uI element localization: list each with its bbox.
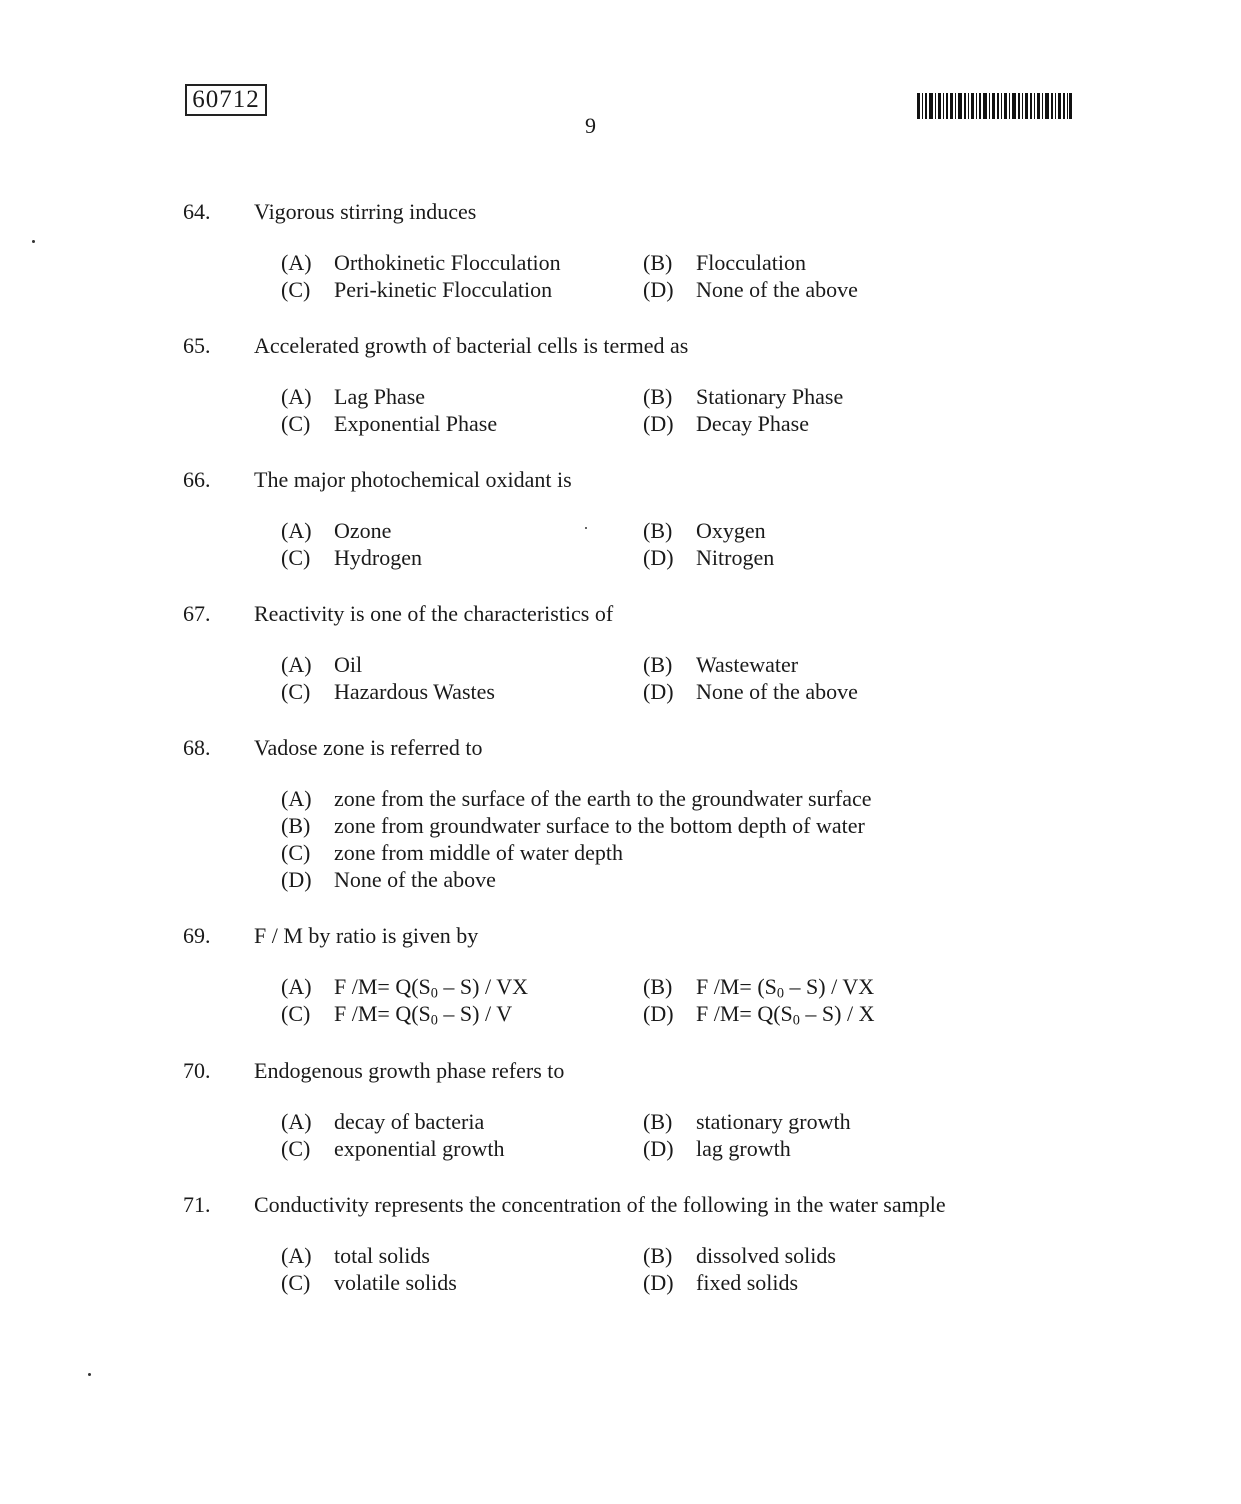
formula-part: F /M= Q(S	[696, 1001, 793, 1026]
formula-part: F /M= (S	[696, 974, 777, 999]
question-text: Accelerated growth of bacterial cells is termed as	[254, 333, 689, 358]
scan-speck	[88, 1373, 91, 1376]
option-label: (D)	[643, 1270, 674, 1295]
question-number: 68.	[183, 735, 211, 760]
question-text: Conductivity represents the concentration of the following in the water sample	[254, 1192, 946, 1217]
option-label: (D)	[643, 545, 674, 570]
option-label: (C)	[281, 1136, 311, 1161]
option-text: zone from middle of water depth	[334, 840, 623, 865]
option-text: stationary growth	[696, 1109, 851, 1134]
option-text: Exponential Phase	[334, 411, 498, 436]
option-text: Oxygen	[696, 518, 766, 543]
option-text: fixed solids	[696, 1270, 799, 1295]
scan-speck	[32, 240, 35, 243]
option-text: Wastewater	[696, 652, 799, 677]
option-formula	[334, 1001, 512, 1030]
formula-part: – S) / VX	[784, 974, 875, 999]
option-text: Lag Phase	[334, 384, 426, 409]
question-number: 69.	[183, 923, 211, 948]
question-number: 70.	[183, 1058, 211, 1083]
formula-subscript: 0	[792, 1012, 800, 1029]
scan-speck	[585, 527, 587, 529]
option-text: lag growth	[696, 1136, 791, 1161]
option-label: (C)	[281, 679, 311, 704]
option-text: None of the above	[696, 679, 858, 704]
option-label: (D)	[643, 277, 674, 302]
option-label: (C)	[281, 277, 311, 302]
option-label: (D)	[643, 1001, 674, 1026]
option-text: Hazardous Wastes	[334, 679, 495, 704]
formula-part: – S) / VX	[437, 974, 528, 999]
option-label: (A)	[281, 974, 312, 999]
option-label: (B)	[643, 1243, 673, 1268]
option-label: (C)	[281, 840, 311, 865]
paper-code-box: 60712	[185, 84, 267, 116]
question-number: 71.	[183, 1192, 211, 1217]
option-text: zone from groundwater surface to the bottom depth of water	[334, 813, 865, 838]
question-text: F / M by ratio is given by	[254, 923, 479, 948]
option-label: (D)	[643, 679, 674, 704]
option-label: (B)	[281, 813, 311, 838]
option-text: Flocculation	[696, 250, 806, 275]
barcode-icon	[917, 93, 1072, 119]
option-text: Oil	[334, 652, 363, 677]
option-label: (B)	[643, 974, 673, 999]
formula-subscript: 0	[776, 985, 785, 1002]
page-number: 9	[585, 113, 596, 138]
option-label: (A)	[281, 1243, 312, 1268]
option-text: zone from the surface of the earth to the groundwater surface	[334, 786, 872, 811]
option-text: None of the above	[334, 867, 496, 892]
formula-part: F /M= Q(S	[334, 974, 431, 999]
option-text: Hydrogen	[334, 545, 422, 570]
option-label: (C)	[281, 411, 311, 436]
option-label: (B)	[643, 518, 673, 543]
option-label: (A)	[281, 786, 312, 811]
option-formula	[334, 974, 528, 1003]
option-text: Peri-kinetic Flocculation	[334, 277, 553, 302]
question-number: 67.	[183, 601, 211, 626]
option-label: (A)	[281, 652, 312, 677]
option-label: (D)	[643, 1136, 674, 1161]
option-label: (A)	[281, 518, 312, 543]
option-label: (B)	[643, 652, 673, 677]
option-text: volatile solids	[334, 1270, 457, 1295]
option-text: exponential growth	[334, 1136, 505, 1161]
question-text: Vadose zone is referred to	[254, 735, 483, 760]
option-text: Decay Phase	[696, 411, 810, 436]
option-label: (C)	[281, 1001, 311, 1026]
option-label: (C)	[281, 1270, 311, 1295]
formula-part: F /M= Q(S	[334, 1001, 431, 1026]
option-text: Ozone	[334, 518, 392, 543]
option-text: None of the above	[696, 277, 858, 302]
formula-part: – S) / V	[437, 1001, 513, 1026]
option-text: total solids	[334, 1243, 430, 1268]
formula-part: – S) / X	[799, 1001, 875, 1026]
question-text: Endogenous growth phase refers to	[254, 1058, 565, 1083]
option-formula	[696, 974, 874, 1003]
option-formula	[696, 1001, 874, 1030]
question-number: 64.	[183, 199, 211, 224]
option-label: (D)	[281, 867, 312, 892]
option-label: (C)	[281, 545, 311, 570]
option-label: (B)	[643, 1109, 673, 1134]
option-label: (A)	[281, 384, 312, 409]
option-label: (B)	[643, 384, 673, 409]
question-text: Reactivity is one of the characteristics of	[254, 601, 614, 626]
formula-subscript: 0	[430, 985, 438, 1002]
option-label: (B)	[643, 250, 673, 275]
option-text: Nitrogen	[696, 545, 775, 570]
option-text: Stationary Phase	[696, 384, 844, 409]
option-label: (D)	[643, 411, 674, 436]
formula-subscript: 0	[430, 1012, 438, 1029]
option-text: Orthokinetic Flocculation	[334, 250, 561, 275]
question-text: The major photochemical oxidant is	[254, 467, 572, 492]
question-text: Vigorous stirring induces	[254, 199, 477, 224]
option-label: (A)	[281, 250, 312, 275]
option-text: dissolved solids	[696, 1243, 836, 1268]
question-number: 66.	[183, 467, 211, 492]
option-text: decay of bacteria	[334, 1109, 485, 1134]
question-number: 65.	[183, 333, 211, 358]
option-label: (A)	[281, 1109, 312, 1134]
